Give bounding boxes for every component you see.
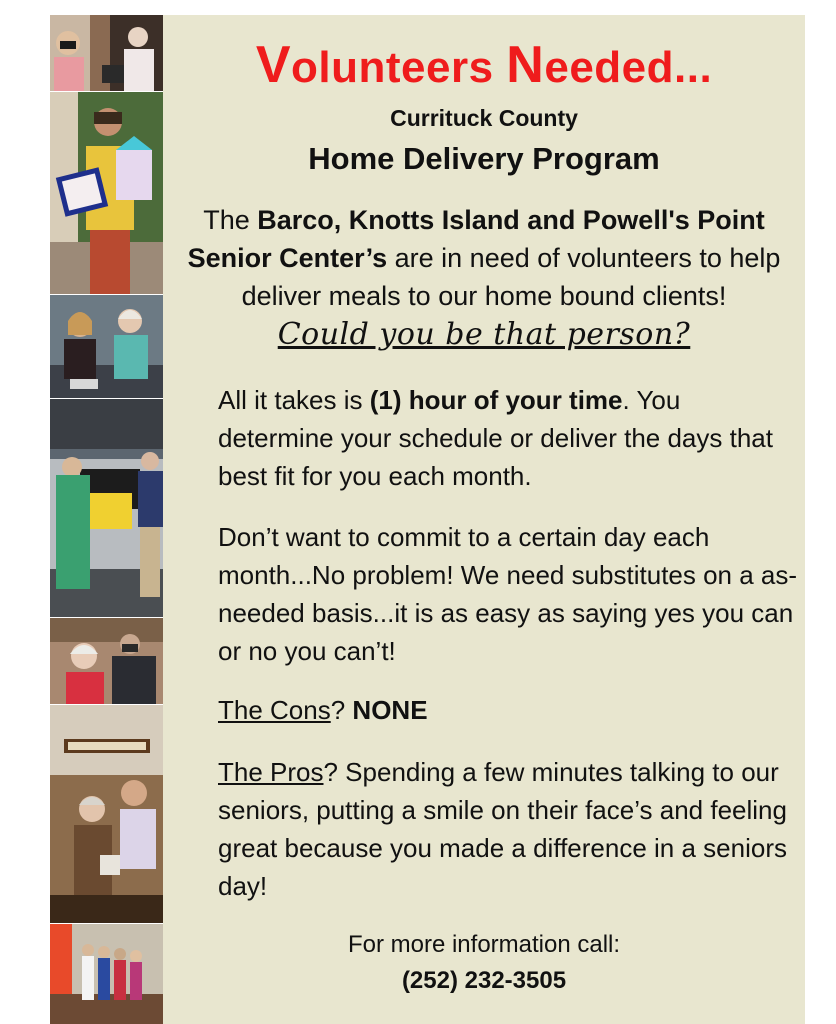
- flyer-title: [163, 35, 805, 95]
- photo-group-event: [50, 924, 163, 1024]
- photo-welcome-friends: [50, 705, 163, 923]
- county-name: Currituck County: [390, 105, 578, 131]
- contact-info: [163, 927, 805, 999]
- photo-car-trunk-delivery: [50, 399, 163, 617]
- substitutes-paragraph: Don’t want to commit to a certain day each month...No problem! We need substitutes on a as-needed basis...it is as easy as saying yes you can or no you can’t!: [218, 522, 798, 666]
- cons-q: ?: [330, 695, 353, 725]
- pros-label: The Pros: [218, 757, 324, 787]
- info-line: For more information call:: [347, 931, 621, 958]
- photo-seniors-seated: [50, 295, 163, 398]
- program-name: Home Delivery Program: [308, 141, 660, 176]
- time-pre: All it takes is: [218, 385, 370, 415]
- flyer-panel: [163, 15, 805, 1024]
- title-part-1: olunteers: [291, 43, 507, 92]
- question-heading: Could you be that person?: [277, 317, 691, 352]
- cons-answer: NONE: [352, 695, 428, 725]
- intro-post: are in need of volunteers to help deliver meals to our home bound clients!: [241, 243, 781, 311]
- time-bold: (1) hour of your time: [369, 385, 623, 415]
- intro-centers: Barco, Knotts Island and Powell's Point Senior Center’s: [187, 205, 765, 273]
- cons-line: [218, 691, 798, 729]
- photo-senior-with-volunteer: [50, 618, 163, 704]
- cons-label: The Cons: [218, 695, 331, 725]
- pros-paragraph: [218, 753, 798, 905]
- title-part-2: eeded...: [544, 43, 713, 92]
- intro-pre: The: [203, 205, 258, 235]
- time-post: . You determine your schedule or deliver the days that best fit for you each month.: [218, 385, 773, 491]
- title-cap-v: V: [255, 36, 291, 94]
- intro-paragraph: [163, 201, 805, 315]
- phone-number[interactable]: (252) 232-3505: [401, 967, 567, 994]
- photo-mask-delivery: [50, 15, 163, 91]
- photo-strip: [50, 15, 163, 1024]
- pros-text: ? Spending a few minutes talking to our seniors, putting a smile on their face’s and feeling great because you made a difference in a seniors day!: [218, 757, 787, 901]
- time-paragraph: [218, 381, 798, 495]
- photo-volunteer-gift: [50, 92, 163, 294]
- title-cap-n: N: [506, 36, 545, 94]
